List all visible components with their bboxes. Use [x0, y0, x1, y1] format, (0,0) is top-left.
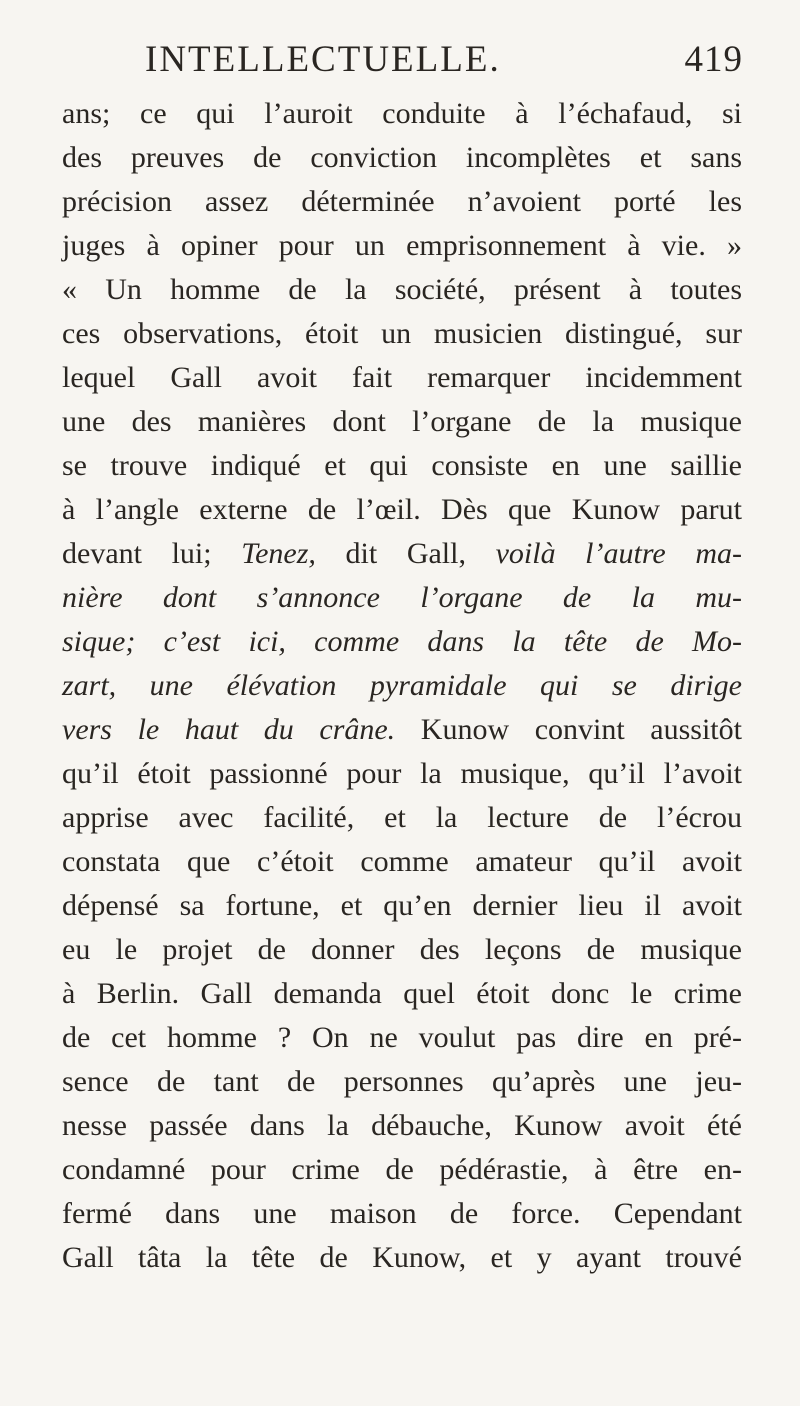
text-line: « Un homme de la société, présent à toutes [62, 273, 742, 306]
italic-speech: nière dont s’annonce l’organe de la mu- [62, 581, 742, 614]
text-line: sence de tant de personnes qu’après une jeu- [62, 1065, 742, 1098]
text-line: des preuves de conviction incomplètes et sans [62, 141, 742, 174]
italic-speech: Tenez, [241, 537, 316, 570]
page-number: 419 [684, 39, 743, 80]
text-line: apprise avec facilité, et la lecture de l’écrou [62, 801, 742, 834]
body-text [62, 92, 742, 1280]
text-line: ces observations, étoit un musicien distingué, sur [62, 317, 742, 350]
text-line: devant lui; Tenez, dit Gall, voilà l’autre ma- [62, 537, 742, 570]
text-line: qu’il étoit passionné pour la musique, qu’il l’avoit [62, 757, 742, 790]
italic-speech: voilà l’autre ma- [495, 537, 742, 570]
text-line: nesse passée dans la débauche, Kunow avoit été [62, 1109, 742, 1142]
italic-speech: sique; c’est ici, comme dans la tête de Mo- [62, 625, 742, 658]
page-header [145, 38, 745, 88]
text-line [62, 620, 742, 664]
text-line: eu le projet de donner des leçons de musique [62, 933, 742, 966]
text-line: une des manières dont l’organe de la musique [62, 405, 742, 438]
text-line: juges à opiner pour un emprisonnement à vie. » [62, 229, 742, 262]
text-line: condamné pour crime de pédérastie, à être en- [62, 1153, 742, 1186]
text-line: dépensé sa fortune, et qu’en dernier lieu il avoit [62, 889, 742, 922]
text-line: lequel Gall avoit fait remarquer incidemment [62, 361, 742, 394]
italic-speech: zart, une élévation pyramidale qui se dirige [62, 669, 742, 702]
text-line: ans; ce qui l’auroit conduite à l’échafaud, si [62, 97, 742, 130]
text-line: fermé dans une maison de force. Cependant [62, 1197, 742, 1230]
text-line: constata que c’étoit comme amateur qu’il avoit [62, 845, 742, 878]
text-line: Gall tâta la tête de Kunow, et y ayant trouvé [62, 1241, 742, 1274]
italic-speech: vers le haut du crâne. [62, 713, 396, 746]
text-line [62, 664, 742, 708]
text-line [62, 576, 742, 620]
text-line: à l’angle externe de l’œil. Dès que Kunow parut [62, 493, 742, 526]
text-line: à Berlin. Gall demanda quel étoit donc le crime [62, 977, 742, 1010]
text-line: se trouve indiqué et qui consiste en une saillie [62, 449, 742, 482]
text-line: vers le haut du crâne. Kunow convint aussitôt [62, 713, 742, 746]
text-line: de cet homme ? On ne voulut pas dire en pré- [62, 1021, 742, 1054]
text-line: précision assez déterminée n’avoient porté les [62, 185, 742, 218]
running-head: INTELLECTUELLE. [145, 39, 501, 80]
